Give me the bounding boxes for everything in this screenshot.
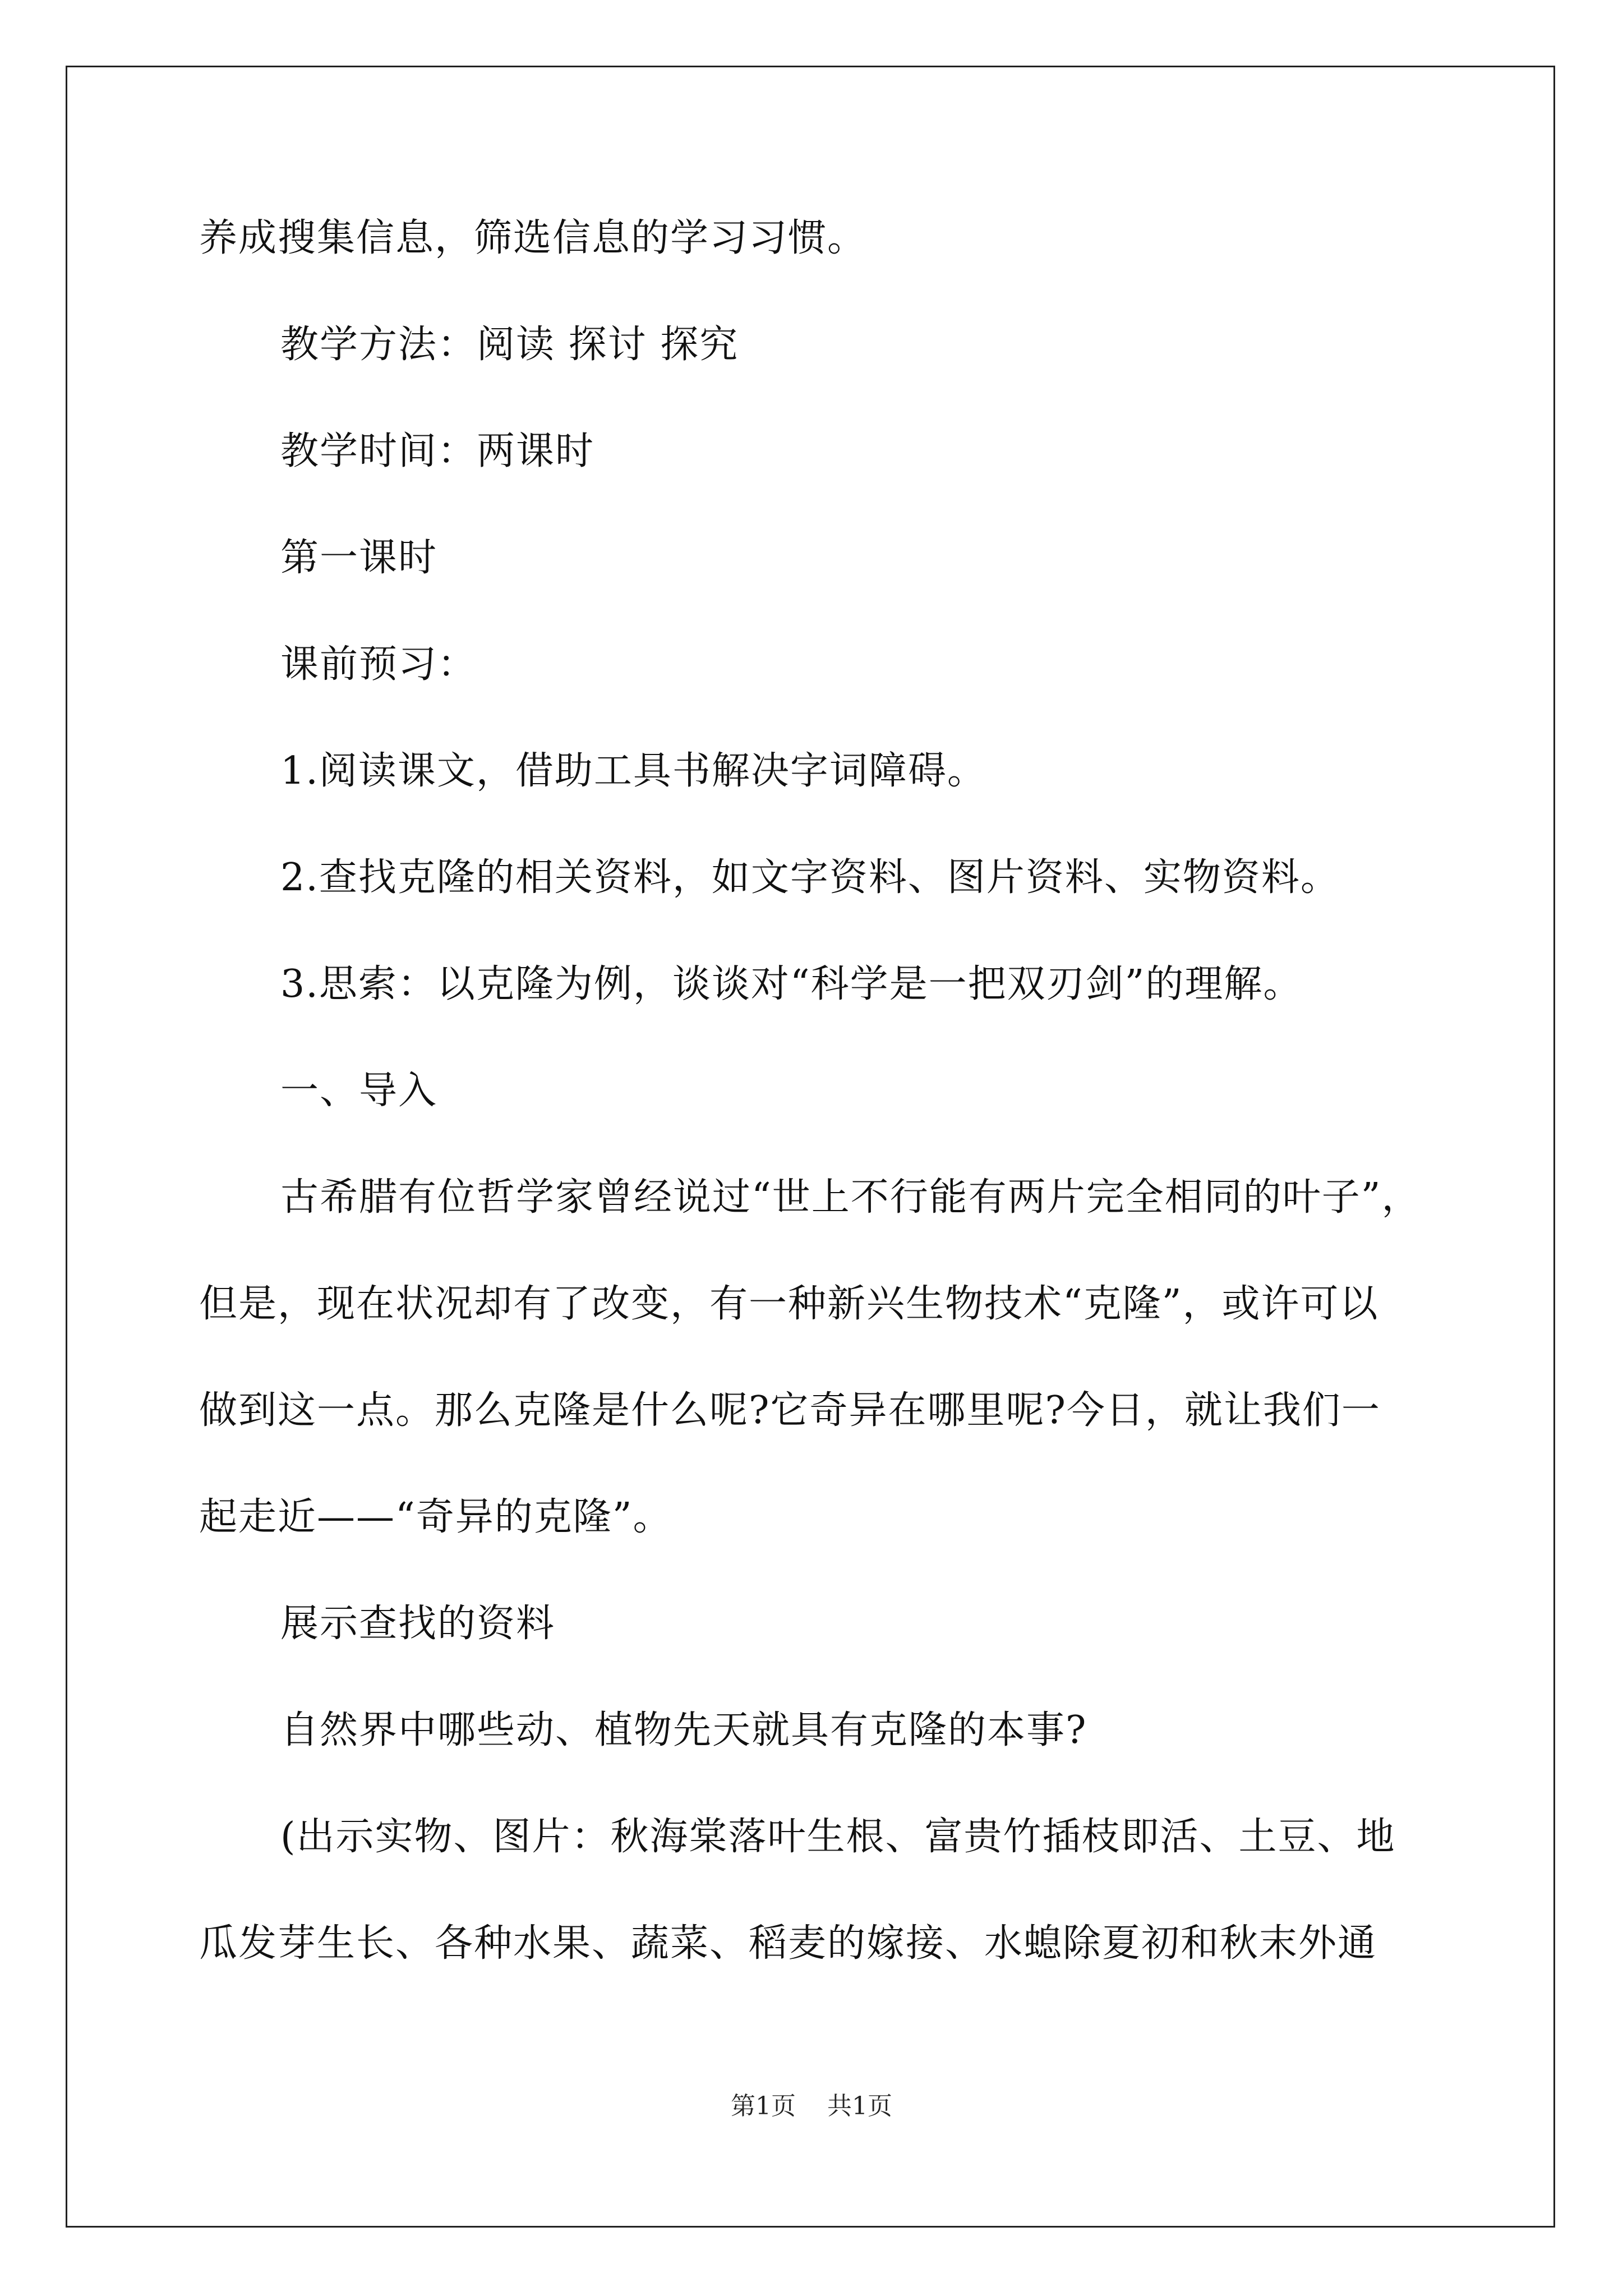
- text-line: 教学时间：两课时: [280, 429, 595, 473]
- text-line: 展示查找的资料: [280, 1602, 556, 1646]
- text-line: 瓜发芽生长、各种水果、蔬菜、稻麦的嫁接、水螅除夏初和秋末外通: [199, 1921, 1377, 1966]
- text-line: 养成搜集信息，筛选信息的学习习惯。: [199, 216, 867, 260]
- text-line: 自然界中哪些动、植物先天就具有克隆的本事?: [280, 1708, 1087, 1752]
- text-line: 古希腊有位哲学家曾经说过“世上不行能有两片完全相同的叶子”，: [280, 1175, 1421, 1220]
- text-line: 但是，现在状况却有了改变，有一种新兴生物技术“克隆”，或许可以: [199, 1282, 1379, 1326]
- text-line: 2.查找克隆的相关资料，如文字资料、图片资料、实物资料。: [280, 855, 1340, 900]
- text-line: 第一课时: [280, 536, 438, 580]
- text-line: 起走近——“奇异的克隆”。: [199, 1495, 672, 1539]
- text-line: 3.思索：以克隆为例，谈谈对“科学是一把双刃剑”的理解。: [280, 962, 1303, 1006]
- text-line: 课前预习：: [280, 642, 477, 687]
- page-number-footer: 第1页 共1页: [731, 2092, 892, 2120]
- text-line: 1.阅读课文，借助工具书解决字词障碍。: [280, 749, 986, 793]
- text-line: 一、导入: [280, 1069, 438, 1113]
- text-line: 教学方法：阅读 探讨 探究: [280, 323, 739, 367]
- text-line: 做到这一点。那么克隆是什么呢?它奇异在哪里呢?今日，就让我们一: [199, 1388, 1381, 1433]
- page-border: [66, 66, 1555, 2228]
- text-line: (出示实物、图片：秋海棠落叶生根、富贵竹插枝即活、土豆、地: [280, 1815, 1396, 1859]
